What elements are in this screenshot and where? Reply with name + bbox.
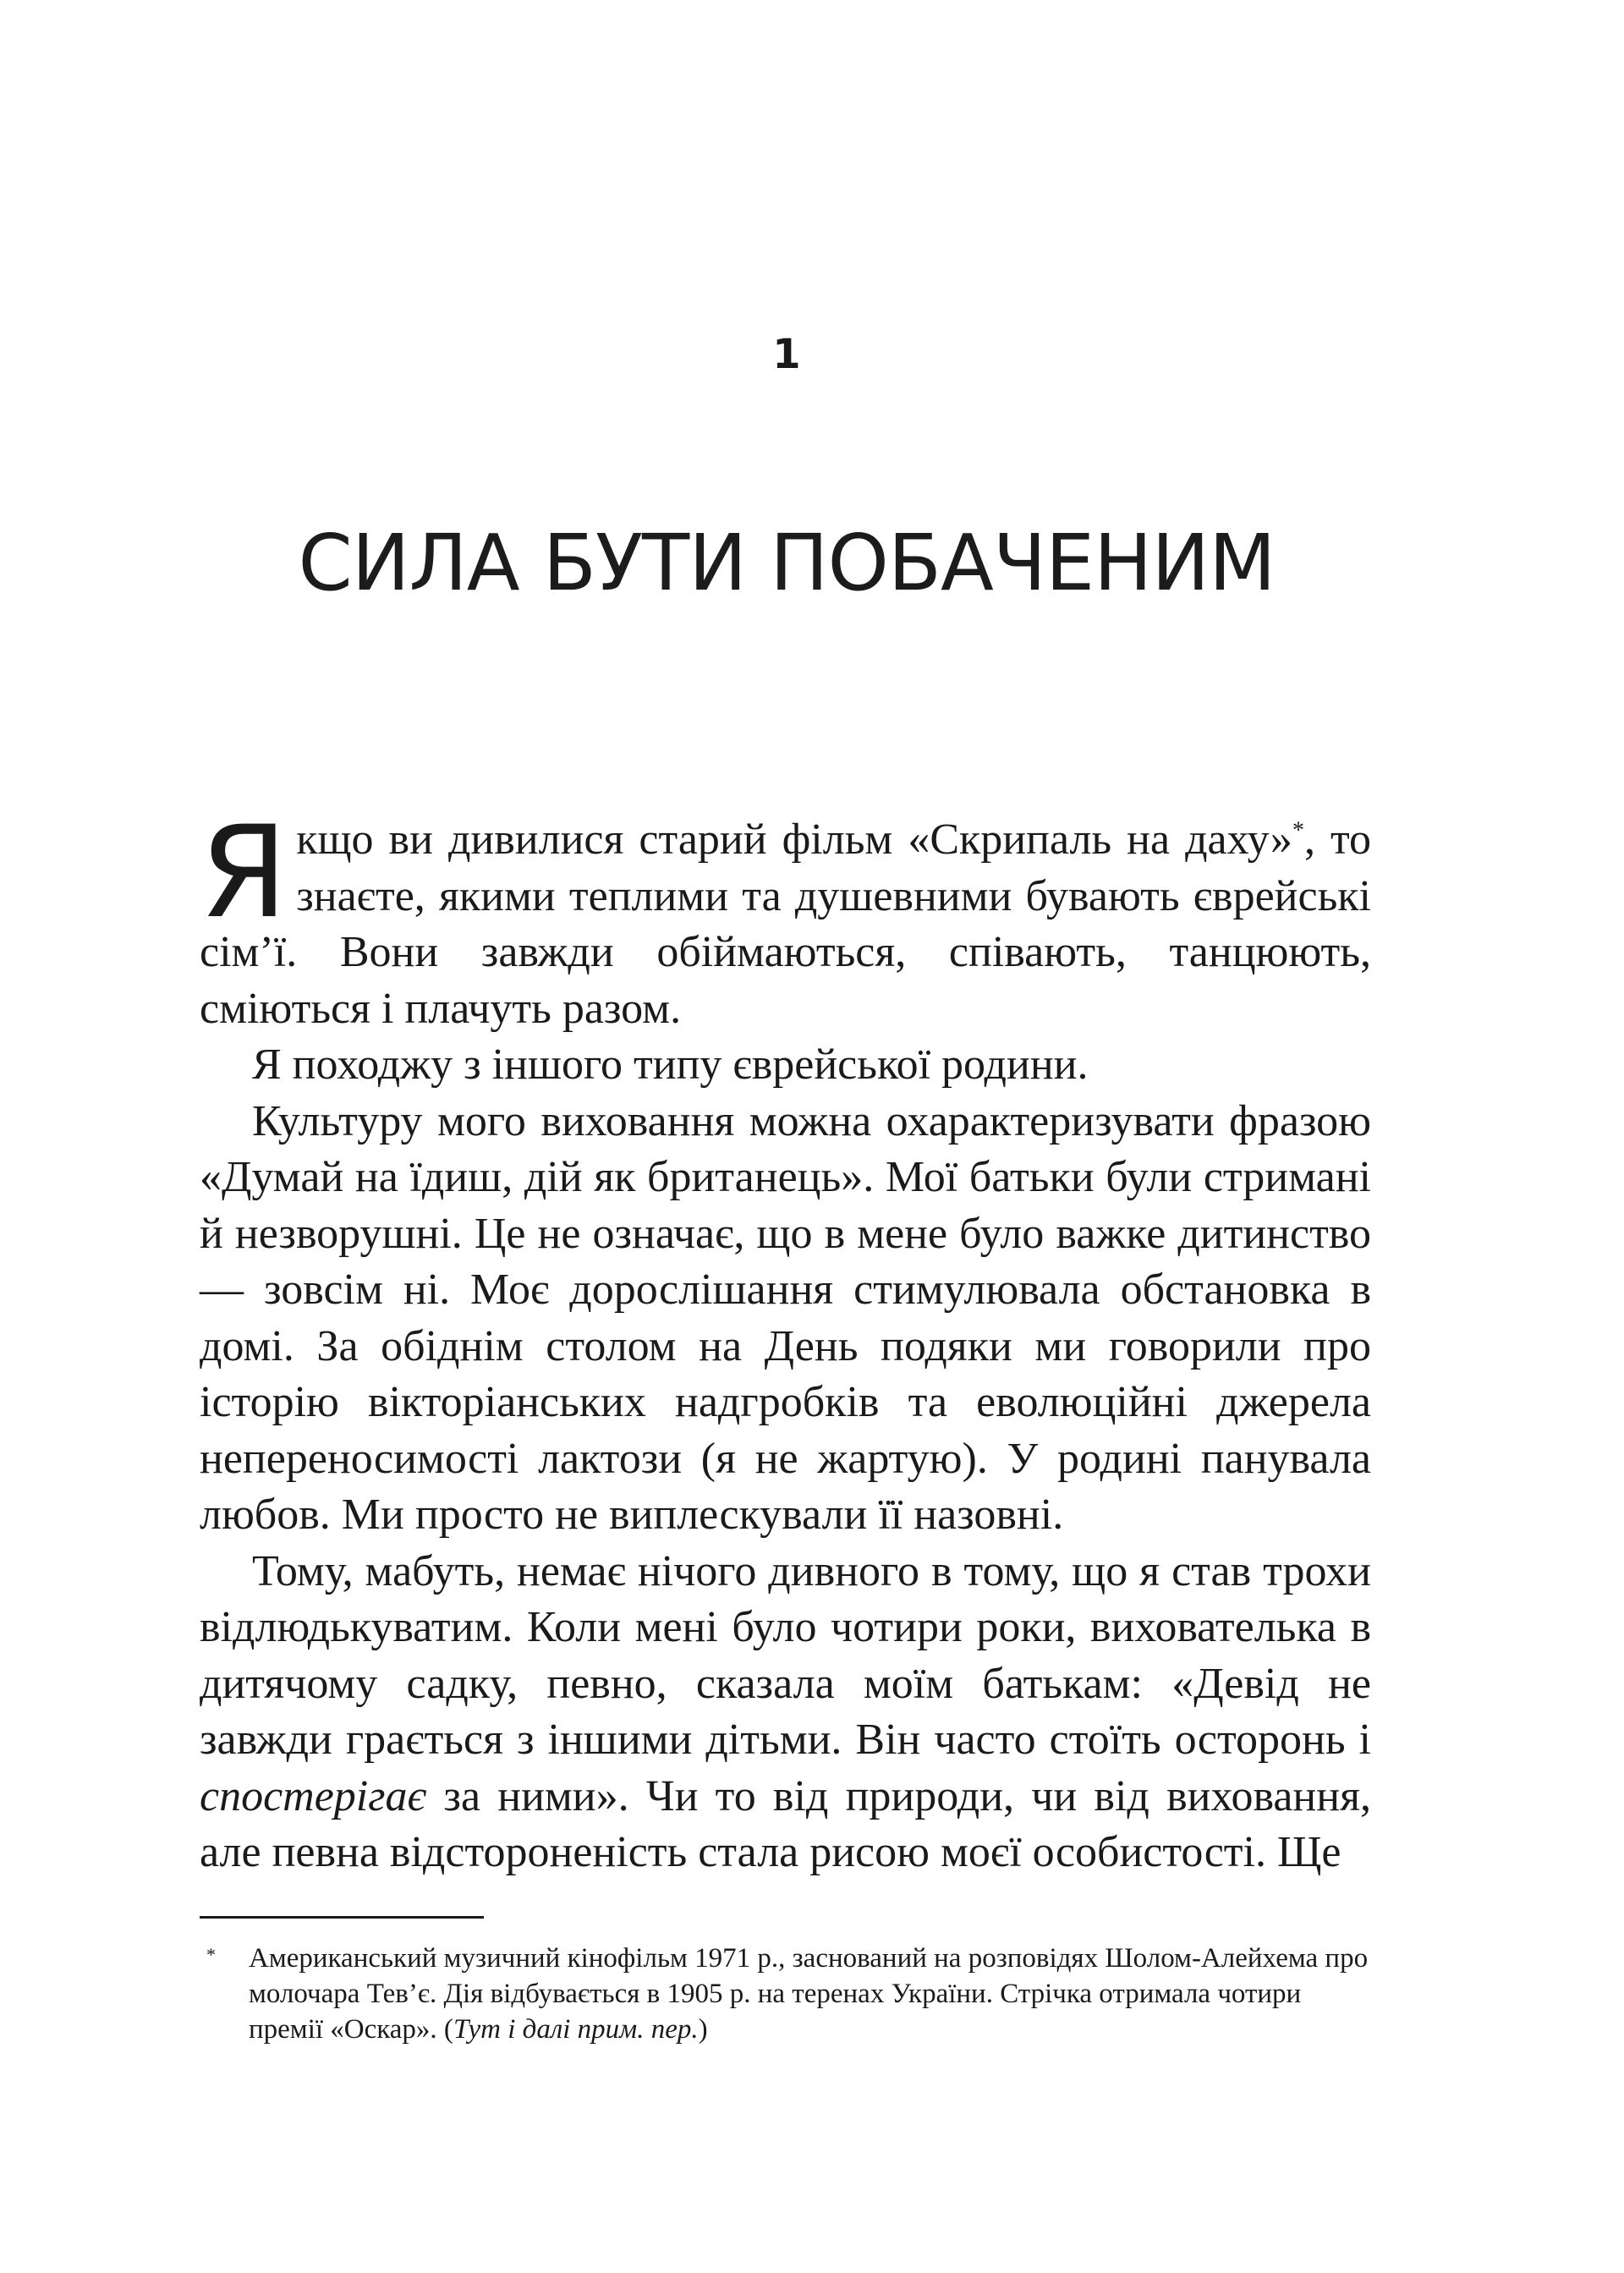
footnote-emphasis: Тут і далі прим. пер. [453,2014,699,2045]
paragraph-1-text-b: , то знаєте, якими теплими та душевними бувають єврейські сім’ї. Вони завжди обіймаються, співають, танцюють, сміються і плачуть разом. [200,815,1371,1033]
paragraph-3: Культуру мого виховання можна охарактеризувати фразою «Думай на їдиш, дій як британець». Мої батьки були стримані й незворушні. Це не означає, що в мене було важке дитинство — зовсім ні. Моє дорослішання стимулювала обстановка в домі. За обіднім столом на День подяки ми говорили про історію вікторіанських надгробків та еволюційні джерела непереносимості лактози (я не жартую). У родині панувала любов. Ми просто не виплескували її назовні. [200,1096,1371,1539]
footnote-symbol: * [206,1944,216,1965]
footnote [200,1941,1371,2047]
drop-cap: Я [200,799,288,947]
paragraph-4-text-b: за ними». Чи то від природи, чи від виховання, але певна відстороненість стала рисою моєї особистості. Ще [200,1771,1371,1876]
paragraph-2: Я походжу з іншого типу єврейської родини. [252,1040,1089,1089]
footnote-text-a: Американський музичний кінофільм 1971 р., заснований на розповідях Шолом-Алейхема про молочара Тев’є. Дія відбувається в 1905 р. на теренах України. Стрічка отримала чотири премії «Оскар». ( [249,1943,1369,2045]
footnote-text-b: ) [698,2014,708,2045]
chapter-number: 1 [772,331,801,378]
body-text [200,799,1371,1881]
chapter-title: СИЛА БУТИ ПОБАЧЕНИМ [298,518,1276,608]
paragraph-4-emphasis: спостерігає [200,1771,427,1820]
paragraph-4-text-a: Тому, мабуть, немає нічого дивного в тому, що я став трохи відлюдькуватим. Коли мені було чотири роки, вихователька в дитячому садку, певно, сказала моїм батькам: «Девід не завжди грається з іншими дітьми. Він часто стоїть осторонь і [200,1546,1371,1764]
paragraph-4 [200,1544,1371,1881]
paragraph-1-text-a: кщо ви дивилися старий фільм «Скрипаль на даху» [296,815,1292,864]
footnote-divider [200,1916,484,1919]
footnote-reference: * [1292,817,1304,844]
paragraph-1 [200,799,1371,1037]
footnote-body [249,1941,1371,2047]
